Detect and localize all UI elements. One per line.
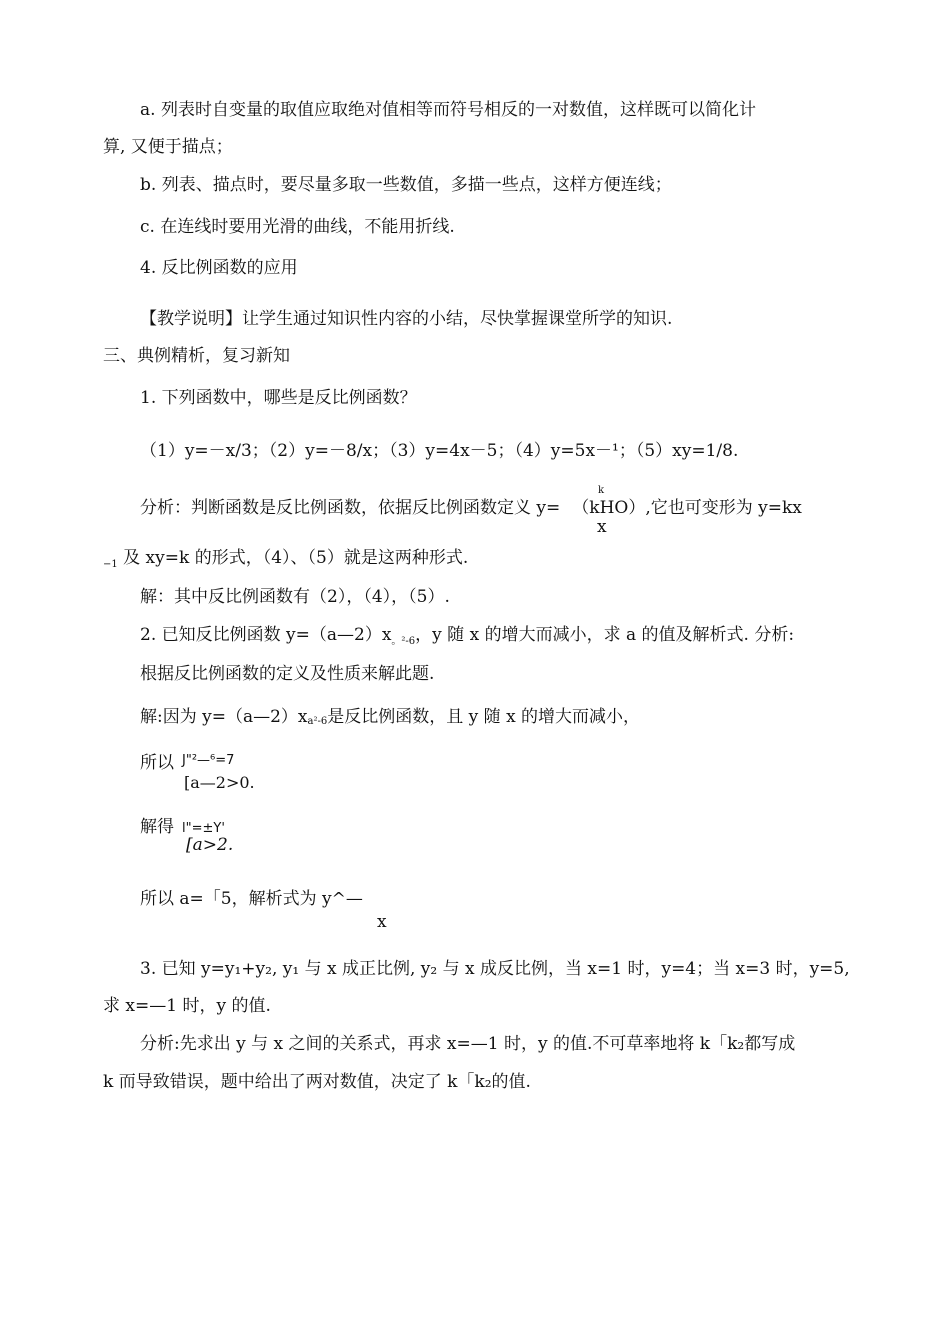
analysis-3-line2: k 而导致错误，题中给出了两对数值，决定了 k「k₂的值. [103,1072,531,1092]
result-denominator-x: x [377,912,387,932]
analysis-3-line1: 分析:先求出 y 与 x 之间的关系式，再求 x=—1 时，y 的值.不可草率地将 k「k₂都写成 [140,1034,796,1054]
solution-2-exponent: a²-6 [307,716,328,727]
system-2-top: l"=±Y' [182,821,225,836]
exponent-minus-one: −1 [103,559,118,570]
system-2-bottom: [a>2. [186,835,234,855]
therefore-label-1: 所以 [140,753,174,773]
solution-2-text-a: 解:因为 y=（a—2）x [140,707,308,727]
section-heading-3: 三、典例精析，复习新知 [103,346,290,366]
item-a-line1: a. 列表时自变量的取值应取绝对值相等而符号相反的一对数值，这样既可以简化计 [140,100,756,120]
question-1: 1. 下列函数中，哪些是反比例函数？ [140,388,417,408]
question-2-text-b: ，y 随 x 的增大而减小，求 a 的值及解析式. 分析: [415,625,795,645]
system-1-top: J"²—⁶=7 [182,753,235,768]
item-c: c. 在连线时要用光滑的曲线，不能用折线. [140,217,455,237]
question-3-line2: 求 x=—1 时，y 的值. [103,996,271,1016]
item-b: b. 列表、描点时，要尽量多取一些数值，多描一些点，这样方便连线； [140,175,672,195]
analysis-1-line1 [140,497,802,519]
fraction-numerator-k: k [598,485,605,496]
question-2-line2: 根据反比例函数的定义及性质来解此题. [140,664,435,684]
solution-2-line1 [140,706,640,731]
item-a-line2: 算, 又便于描点； [103,137,233,157]
solution-1: 解：其中反比例函数有（2），（4），（5）. [140,587,450,607]
solve-label: 解得 [140,817,174,837]
analysis-1-line2 [103,547,468,572]
question-1-options: （1）y=－x/3；（2）y=－8/x；（3）y=4x－5；（4）y=5x－¹；（5）xy=1/8. [140,441,739,461]
fraction-denominator-x: x [597,517,607,537]
question-2-text-a: 2. 已知反比例函数 y=（a—2）x [140,625,392,645]
therefore-line-2: 所以 a=「5，解析式为 y^— [140,889,363,909]
question-2-line1 [140,624,794,649]
question-3-line1: 3. 已知 y=y₁+y₂, y₁ 与 x 成正比例, y₂ 与 x 成反比例，当 x=1 时，y=4；当 x=3 时，y=5, [140,959,850,979]
analysis-1-text-b: （kHO）,它也可变形为 y=kx [572,498,802,518]
analysis-1-text-c: 及 xy=k 的形式，（4）、（5）就是这两种形式. [117,548,469,568]
solution-2-text-b: 是反比例函数，且 y 随 x 的增大而减小， [327,707,641,727]
analysis-1-text-a: 分析：判断函数是反比例函数，依据反比例函数定义 y= [140,498,561,518]
system-1-bottom: [a—2>0. [184,773,255,792]
teaching-note: 【教学说明】让学生通过知识性内容的小结，尽快掌握课堂所学的知识. [140,309,673,329]
item-4: 4. 反比例函数的应用 [140,258,298,278]
question-2-exponent: 。²-6 [391,636,416,647]
